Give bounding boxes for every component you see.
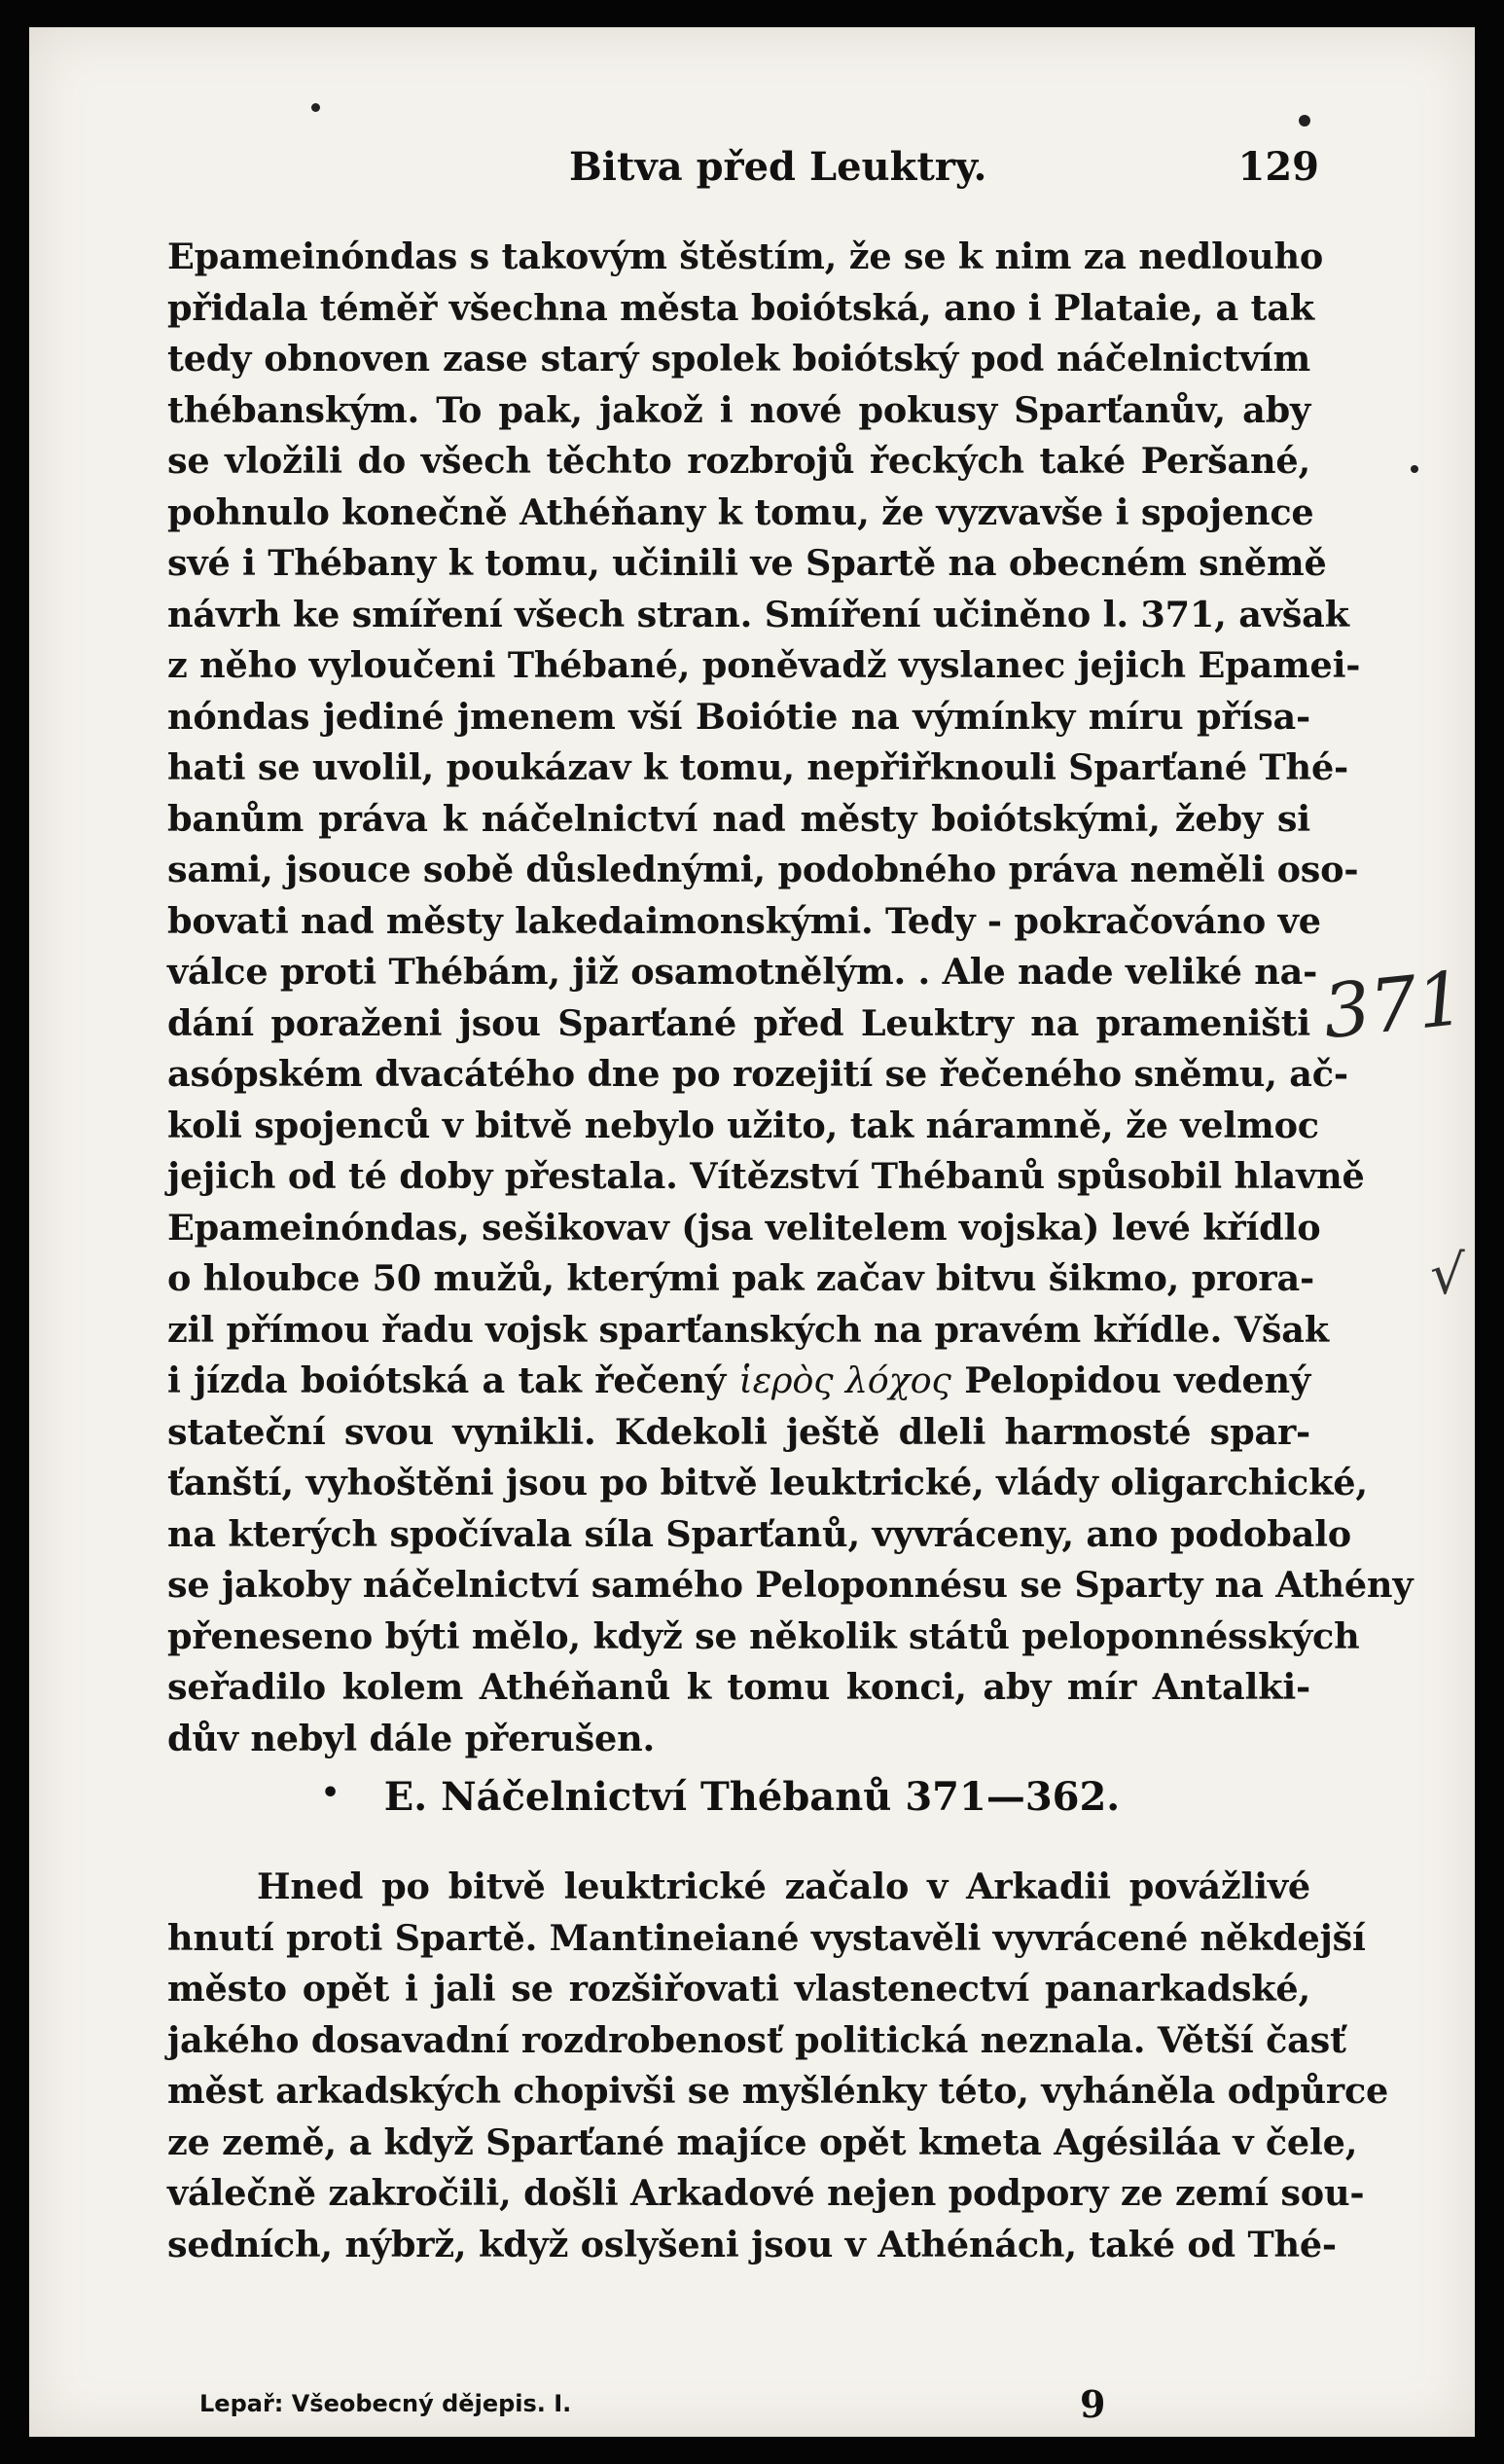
text-line: z něho vyloučeni Thébané, poněvadž vyslanec jejich Epamei- <box>167 644 1361 686</box>
text-line: sedních, nýbrž, když oslyšeni jsou v Athénách, také od Thé- <box>167 2223 1337 2265</box>
paragraph-1 <box>167 232 1414 1764</box>
text-line-greek <box>167 1356 1310 1407</box>
text-line: město opět i jali se rozšiřovati vlastenectví panarkadské, <box>167 1968 1310 2010</box>
greek-line-after: Pelopidou vedený <box>950 1359 1311 1401</box>
text-line: jakého dosavadní rozdrobenosť politická neznala. Větší časť <box>167 2018 1346 2061</box>
text-line: ze země, a když Sparťané majíce opět kmeta Agésiláa v čele, <box>167 2120 1358 2163</box>
text-line: návrh ke smíření všech stran. Smíření učiněno l. 371, avšak <box>167 593 1349 635</box>
text-line: pohnulo konečně Athéňany k tomu, že vyzvavše i spojence <box>167 490 1314 533</box>
text-line: se jakoby náčelnictví samého Peloponnésu se Sparty na Athény <box>167 1564 1414 1606</box>
text-line: na kterých spočívala síla Sparťanů, vyvráceny, ano podobalo <box>167 1512 1351 1555</box>
text-line: Epameinóndas, sešikovav (jsa velitelem vojska) levé křídlo <box>167 1206 1321 1249</box>
text-line: dův nebyl dále přerušen. <box>167 1717 656 1759</box>
book-page <box>29 27 1475 2437</box>
text-line: koli spojenců v bitvě nebylo užito, tak náramně, že velmoc <box>167 1104 1319 1146</box>
text-line: bovati nad městy lakedaimonskými. Tedy - pokračováno ve <box>167 899 1321 942</box>
ink-speck <box>311 103 320 112</box>
text-line: válečně zakročili, došli Arkadové nejen podpory ze zemí sou- <box>167 2172 1365 2214</box>
section-heading-text: E. Náčelnictví Thébanů 371—362. <box>383 1774 1121 1820</box>
section-heading <box>29 1774 1475 1832</box>
ink-speck <box>1411 465 1418 473</box>
text-line: jejich od té doby přestala. Vítězství Thébanů spůsobil hlavně <box>167 1155 1365 1197</box>
page-footer <box>29 2382 1475 2431</box>
text-line: banům práva k náčelnictví nad městy boiótskými, žeby si <box>167 797 1310 840</box>
text-line: Hned po bitvě leuktrické začalo v Arkadii povážlivé <box>257 1866 1310 1907</box>
text-line: o hloubce 50 mužů, kterými pak začav bitvu šikmo, prora- <box>167 1257 1314 1299</box>
signature-number: 9 <box>1080 2382 1106 2426</box>
bullet-dot: • <box>321 1776 340 1810</box>
text-line: válce proti Thébám, již osamotnělým. . Ale nade veliké na- <box>167 951 1318 993</box>
text-line: ťanští, vyhoštěni jsou po bitvě leuktrické, vlády oligarchické, <box>167 1462 1368 1504</box>
text-line: měst arkadských chopivši se myšlénky této, vyháněla odpůrce <box>167 2070 1389 2112</box>
text-line: zil přímou řadu vojsk sparťanských na pravém křídle. Však <box>167 1308 1329 1351</box>
ink-speck <box>1299 115 1310 127</box>
text-line: přeneseno býti mělo, když se několik států peloponnésských <box>167 1614 1360 1657</box>
printer-signature: Lepař: Všeobecný dějepis. I. <box>199 2390 572 2417</box>
text-line: thébanským. To pak, jakož i nové pokusy Sparťanův, aby <box>167 388 1310 431</box>
text-line: své i Thébany k tomu, učinili ve Spartě na obecném sněmě <box>167 542 1327 584</box>
text-line: dání poraženi jsou Sparťané před Leuktry na prameništi <box>167 1001 1310 1044</box>
running-header <box>29 144 1475 202</box>
handwritten-margin-note: 371 <box>1318 954 1469 1056</box>
text-line: Epameinóndas s takovým štěstím, že se k nim za nedlouho <box>167 236 1324 277</box>
text-line: tedy obnoven zase starý spolek boiótský pod náčelnictvím <box>167 338 1310 380</box>
greek-line-before: i jízda boiótská a tak řečený <box>167 1359 739 1401</box>
text-line: přidala téměř všechna města boiótská, ano i Plataie, a tak <box>167 286 1314 329</box>
text-line: hnutí proti Spartě. Mantineiané vystavěli vyvrácené někdejší <box>167 1916 1366 1959</box>
text-line: sami, jsouce sobě důslednými, podobného práva neměli oso- <box>167 849 1359 890</box>
text-line: seřadilo kolem Athéňanů k tomu konci, aby mír Antalki- <box>167 1666 1310 1708</box>
running-title: Bitva před Leuktry. <box>569 144 987 190</box>
page-number: 129 <box>1237 144 1319 190</box>
text-line: asópském dvacátého dne po rozejití se řečeného sněmu, ač- <box>167 1053 1348 1095</box>
handwritten-margin-mark: √ <box>1430 1244 1465 1307</box>
text-line: hati se uvolil, poukázav k tomu, nepřiřknouli Sparťané Thé- <box>167 746 1348 788</box>
paragraph-2 <box>167 1862 1389 2270</box>
text-line: se vložili do všech těchto rozbrojů řeckých také Peršané, <box>167 440 1310 482</box>
text-line: stateční svou vynikli. Kdekoli ještě dleli harmosté spar- <box>167 1410 1310 1453</box>
greek-phrase: ἱερὸς λόχος <box>738 1359 951 1401</box>
text-line: nóndas jediné jmenem vší Boiótie na výmínky míru přísa- <box>167 695 1310 738</box>
